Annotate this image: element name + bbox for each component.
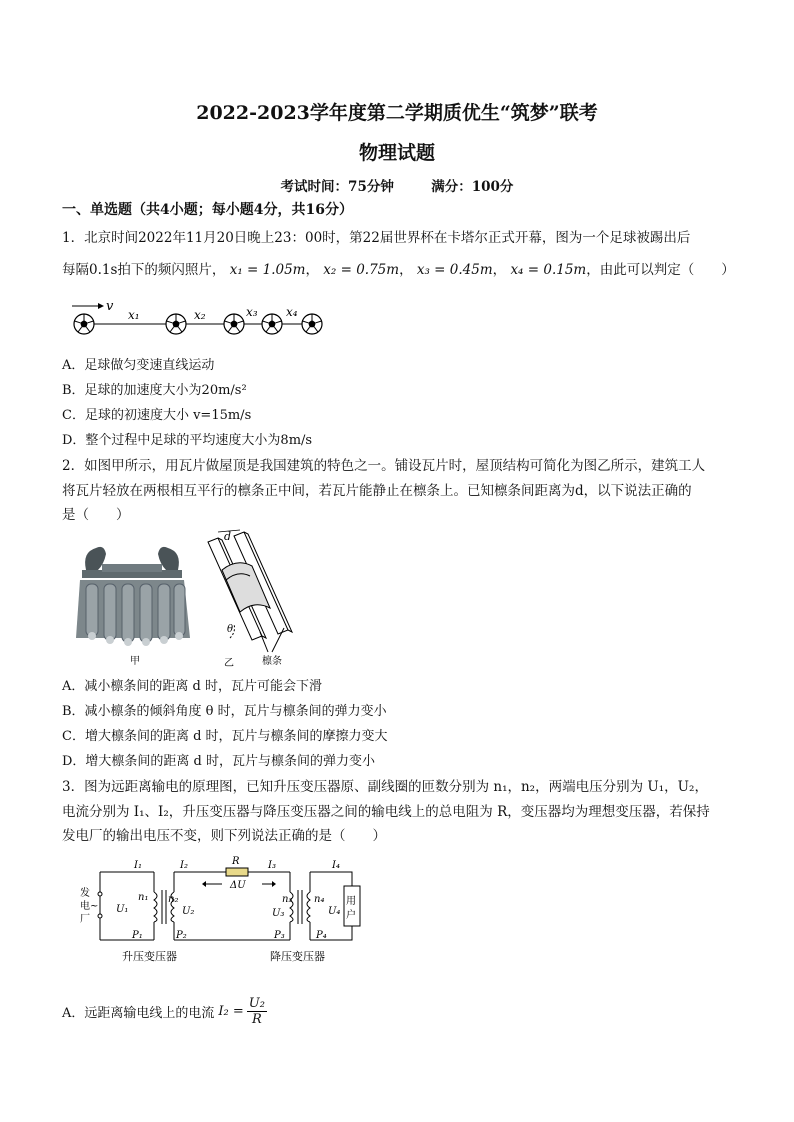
gen-3: 厂 [80, 914, 90, 925]
fig-x1: x₁ [128, 308, 140, 322]
roof-illustration [76, 547, 190, 646]
fig-I3: I₃ [268, 860, 276, 871]
user-2: 户 [346, 910, 356, 921]
fig-I4: I₄ [332, 860, 340, 871]
fig-I2: I₂ [180, 860, 188, 871]
exam-meta [0, 175, 794, 195]
q3-option-a-lhs: I₂ = [218, 1004, 244, 1019]
section-heading: 一、单选题（共4小题；每小题4分，共16分） [62, 202, 353, 218]
q2-line3: 是（ ） [62, 507, 130, 523]
q1-figure [66, 292, 336, 340]
q2-line2: 将瓦片轻放在两根相互平行的檩条正中间，若瓦片能静止在檩条上。已知檩条间距离为d，以下说法正确的 [62, 483, 692, 499]
fig-R: R [232, 856, 240, 867]
q2-line1: 2．如图甲所示，用瓦片做屋顶是我国建筑的特色之一。铺设瓦片时，屋顶结构可简化为图乙所示，建筑工人 [62, 458, 706, 474]
fig-theta: θ [227, 624, 234, 635]
q1-option-d: D．整个过程中足球的平均速度大小为8m/s [62, 433, 313, 448]
q1-x2: x₂ = 0.75m [323, 262, 400, 278]
q2-option-a: A．减小檩条间的距离 d 时，瓦片可能会下滑 [62, 679, 322, 694]
q1-x3: x₃ = 0.45m [416, 262, 493, 278]
fig-yi: 乙 [224, 658, 234, 669]
q1-line2: 每隔0.1s拍下的频闪照片， x₁ = 1.05m， x₂ = 0.75m， x₃ = 0.45m， x₄ = 0.15m，由此可以判定（ ） [62, 262, 735, 278]
exam-score: 满分：100分 [431, 179, 514, 195]
q3-line1: 3．图为远距离输电的原理图，已知升压变压器原、副线圈的匝数分别为 n₁，n₂，两端电压分别为 U₁，U₂， [62, 779, 708, 795]
fig-P3: P₃ [274, 930, 285, 941]
ball-4 [262, 314, 282, 334]
fig-dU: ΔU [230, 880, 246, 891]
fig-lintiao: 檩条 [262, 656, 282, 667]
user-1: 用 [346, 896, 356, 907]
q2-option-d: D．增大檩条间的距离 d 时，瓦片与檩条间的弹力变小 [62, 754, 376, 769]
fig-n4: n₄ [314, 894, 325, 905]
fig-x2: x₂ [194, 308, 206, 322]
q2-figure [72, 528, 302, 670]
fig-n3: n₃ [282, 894, 293, 905]
q1-option-a: A．足球做匀变速直线运动 [62, 358, 215, 373]
step-up-label: 升压变压器 [122, 950, 177, 963]
q3-option-a-text: A．远距离输电线上的电流 [62, 1006, 215, 1021]
q3-circuit [76, 852, 376, 970]
fig-x4: x₄ [286, 305, 298, 319]
fig-U4: U₄ [328, 906, 341, 917]
gen-1: 发 [80, 888, 90, 899]
fig-P1: P₁ [132, 930, 143, 941]
exam-subject: 物理试题 [358, 142, 435, 164]
resistor-R [226, 868, 248, 876]
fig-I1: I₁ [134, 860, 142, 871]
q1-x1: x₁ = 1.05m [229, 262, 306, 278]
q1-line2-post: ，由此可以判定（ ） [586, 262, 735, 278]
fraction-denominator: R [251, 1012, 262, 1027]
fig-n1: n₁ [138, 892, 149, 903]
fig-U2: U₂ [182, 906, 195, 917]
fig-n2: n₂ [168, 894, 179, 905]
q1-option-b: B．足球的加速度大小为20m/s² [62, 383, 247, 398]
fig-U3: U₃ [272, 908, 285, 919]
q2-option-c: C．增大檩条间的距离 d 时，瓦片与檩条间的摩擦力变大 [62, 729, 388, 744]
ball-5 [302, 314, 322, 334]
ball-3 [224, 314, 244, 334]
q3-line2: 电流分别为 I₁、I₂，升压变压器与降压变压器之间的输电线上的总电阻为 R，变压器均为理想变压器，若保持 [62, 804, 710, 820]
fig-U1: U₁ [116, 904, 129, 915]
purlin-diagram [208, 532, 292, 652]
exam-time: 考试时间：75分钟 [280, 179, 394, 195]
fraction-numerator: U₂ [248, 996, 265, 1011]
q3-line3: 发电厂的输出电压不变，则下列说法正确的是（ ） [62, 828, 386, 844]
fig-P2: P₂ [176, 930, 187, 941]
fig-x3: x₃ [246, 305, 258, 319]
q1-option-c: C．足球的初速度大小 v=15m/s [62, 408, 252, 423]
q2-option-b: B．减小檩条的倾斜角度 θ 时，瓦片与檩条间的弹力变小 [62, 704, 387, 719]
q1-line1: 1．北京时间2022年11月20日晚上23：00时，第22届世界杯在卡塔尔正式开幕，图为一个足球被踢出后 [62, 230, 691, 246]
fig-P4: P₄ [316, 930, 327, 941]
ball-2 [166, 314, 186, 334]
fig-v: v [106, 299, 114, 314]
fig-d: d [224, 530, 232, 543]
exam-title: 2022-2023学年度第二学期质优生“筑梦”联考 [196, 102, 598, 124]
q1-x4: x₄ = 0.15m [510, 262, 587, 278]
ball-1 [74, 314, 94, 334]
step-down-label: 降压变压器 [270, 950, 325, 963]
gen-2: 电~ [80, 901, 99, 912]
q3-option-a [62, 996, 267, 1027]
q1-line2-pre: 每隔0.1s拍下的频闪照片， [62, 262, 226, 278]
fig-jia: 甲 [130, 656, 140, 667]
q3-option-a-fraction [247, 996, 267, 1027]
